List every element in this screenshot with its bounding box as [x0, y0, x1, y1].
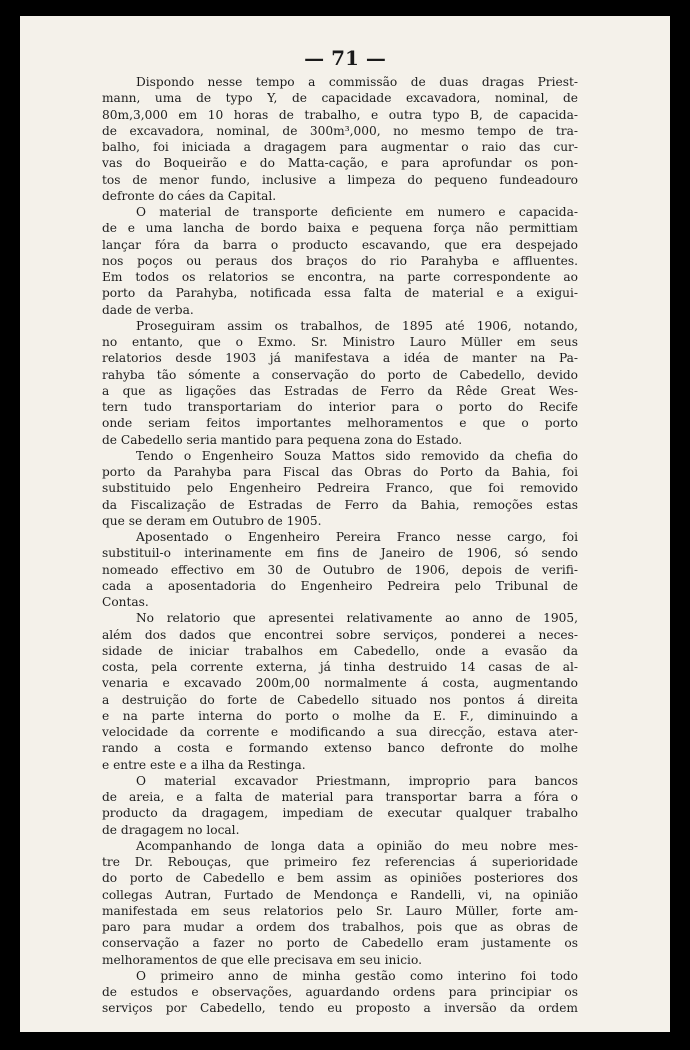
text-line: melhoramentos de que elle precisava em seu inicio.	[102, 952, 422, 967]
text-line: tre Dr. Rebouças, que primeiro fez referencias á superioridade	[102, 855, 578, 869]
text-line: O material excavador Priestmann, improprio para bancos	[136, 773, 578, 788]
text-line: a destruição do forte de Cabedello situado nos pontos á direita	[102, 692, 578, 707]
text-line: Dispondo nesse tempo a commissão de duas dragas Priest-	[136, 75, 578, 89]
text-line: Acompanhando de longa data a opinião do meu nobre mes-	[136, 838, 578, 853]
text-line: e entre este e a ilha da Restinga.	[102, 757, 306, 772]
text-line: 80m,3,000 em 10 horas de trabalho, e outra typo B, de capacida-	[102, 107, 578, 122]
text-line: velocidade da corrente e modificando a sua direcção, estava ater-	[102, 725, 578, 739]
text-line: além dos dados que encontrei sobre serviços, ponderei a neces-	[102, 627, 578, 642]
text-line: defronte do cáes da Capital.	[102, 188, 277, 203]
text-line: lançar fóra da barra o producto escavando, que era despejado	[102, 237, 578, 252]
text-line: No relatorio que apresentei relativamente ao anno de 1905,	[136, 611, 578, 626]
text-line: relatorios desde 1903 já manifestava a idéa de manter na Pa-	[102, 351, 578, 366]
text-line: nos poços ou peraus dos braços do rio Parahyba e affluentes.	[102, 253, 578, 268]
text-line: de dragagem no local.	[102, 822, 240, 837]
text-line: paro para mudar a ordem dos trabalhos, pois que as obras de	[102, 920, 578, 934]
text-line: conservação a fazer no porto de Cabedello eram justamente os	[102, 936, 578, 951]
text-line: e na parte interna do porto o molhe da E. F., diminuindo a	[102, 708, 578, 723]
text-line: vas do Boqueirão e do Matta-cação, e para aprofundar os pon-	[102, 156, 578, 171]
text-line: que se deram em Outubro de 1905.	[102, 513, 322, 528]
text-line: Proseguiram assim os trabalhos, de 1895 até 1906, notando,	[136, 318, 578, 333]
paragraph	[102, 529, 578, 610]
text-line: nomeado effectivo em 30 de Outubro de 1906, depois de verifi-	[102, 562, 578, 577]
text-line: sidade de iniciar trabalhos em Cabedello, onde a evasão da	[102, 643, 578, 658]
text-line: do porto de Cabedello e bem assim as opiniões posteriores dos	[102, 871, 578, 886]
text-line: no entanto, que o Exmo. Sr. Ministro Lauro Müller em seus	[102, 335, 578, 349]
body-text	[102, 74, 578, 1017]
text-line: de areia, e a falta de material para transportar barra a fóra o	[102, 790, 578, 804]
paragraph	[102, 838, 578, 968]
text-line: dade de verba.	[102, 302, 194, 317]
text-line: serviços por Cabedello, tendo eu proposto a inversão da ordem	[102, 1001, 578, 1016]
text-line: de estudos e observações, aguardando ordens para principiar os	[102, 985, 578, 999]
text-line: Tendo o Engenheiro Souza Mattos sido removido da chefia do	[136, 448, 578, 463]
text-line: costa, pela corrente externa, já tinha destruido 14 casas de al-	[102, 660, 578, 674]
text-line: Contas.	[102, 595, 149, 609]
text-line: Aposentado o Engenheiro Pereira Franco nesse cargo, foi	[136, 530, 578, 544]
paragraph	[102, 968, 578, 1017]
text-line: rando a costa e formando extenso banco defronte do molhe	[102, 741, 578, 756]
text-line: cada a aposentadoria do Engenheiro Pedreira pelo Tribunal de	[102, 578, 578, 593]
text-line: producto da dragagem, impediam de executar qualquer trabalho	[102, 806, 578, 821]
document-page	[20, 16, 670, 1032]
text-line: a que as ligações das Estradas de Ferro da Rêde Great Wes-	[102, 383, 578, 398]
text-line: balho, foi iniciada a dragagem para augmentar o raio das cur-	[102, 140, 578, 154]
text-line: de e uma lancha de bordo baixa e pequena força não permittiam	[102, 221, 578, 236]
text-line: substituil-o interinamente em fins de Janeiro de 1906, só sendo	[102, 546, 578, 561]
text-line: mann, uma de typo Y, de capacidade excavadora, nominal, de	[102, 91, 578, 106]
text-line: tos de menor fundo, inclusive a limpeza do pequeno fundeadouro	[102, 172, 578, 187]
paragraph	[102, 448, 578, 529]
text-line: da Fiscalização de Estradas de Ferro da Bahia, remoções estas	[102, 497, 578, 512]
text-line: collegas Autran, Furtado de Mendonça e Randelli, vi, na opinião	[102, 887, 578, 902]
text-line: de excavadora, nominal, de 300m³,000, no mesmo tempo de tra-	[102, 123, 578, 138]
page-number: — 71 —	[304, 46, 386, 70]
text-line: onde seriam feitos importantes melhoramentos e que o porto	[102, 416, 578, 431]
text-line: tern tudo transportariam do interior para o porto do Recife	[102, 400, 578, 414]
text-line: porto da Parahyba para Fiscal das Obras do Porto da Bahia, foi	[102, 465, 578, 479]
paragraph	[102, 773, 578, 838]
text-line: rahyba tão sómente a conservação do porto de Cabedello, devido	[102, 367, 578, 382]
text-line: de Cabedello seria mantido para pequena zona do Estado.	[102, 432, 463, 447]
text-line: venaria e excavado 200m,00 normalmente á costa, augmentando	[102, 676, 578, 691]
paragraph	[102, 318, 578, 448]
paragraph	[102, 610, 578, 773]
paragraph	[102, 74, 578, 204]
text-line: Em todos os relatorios se encontra, na parte correspondente ao	[102, 270, 578, 284]
paragraph	[102, 204, 578, 318]
text-line: porto da Parahyba, notificada essa falta de material e a exigui-	[102, 286, 578, 301]
text-line: O material de transporte deficiente em numero e capacida-	[136, 205, 578, 219]
text-line: manifestada em seus relatorios pelo Sr. Lauro Müller, forte am-	[102, 903, 578, 918]
text-line: O primeiro anno de minha gestão como interino foi todo	[136, 968, 578, 983]
text-line: substituido pelo Engenheiro Pedreira Franco, que foi removido	[102, 481, 578, 496]
